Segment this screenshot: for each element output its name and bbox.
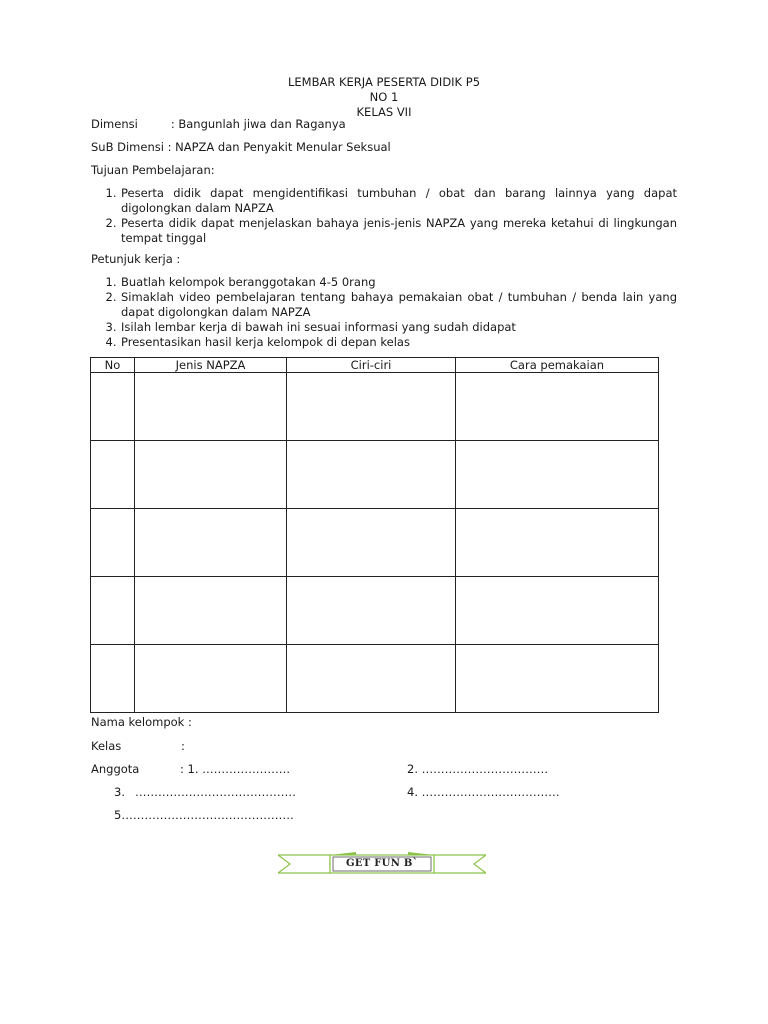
- table-cell[interactable]: [91, 509, 135, 577]
- list-item-text: Simaklah video pembelajaran tentang bahaya pemakaian obat / tumbuhan / benda lain yang dapat digolongkan dalam NAPZA: [121, 290, 677, 319]
- table-cell[interactable]: [135, 645, 287, 713]
- table-cell[interactable]: [287, 441, 456, 509]
- table-row: [91, 373, 659, 441]
- column-header-ciri-ciri: Ciri-ciri: [287, 358, 456, 373]
- anggota-4-field[interactable]: 4. ………………………………: [407, 785, 560, 799]
- anggota-label: Anggota: [91, 762, 140, 776]
- table-cell[interactable]: [91, 645, 135, 713]
- list-item: [91, 216, 677, 246]
- list-item-text: Presentasikan hasil kerja kelompok di depan kelas: [121, 335, 410, 349]
- list-item-text: Peserta didik dapat menjelaskan bahaya jenis-jenis NAPZA yang mereka ketahui di lingkungan tempat tinggal: [121, 216, 677, 245]
- list-item: [91, 186, 677, 216]
- list-item-number: 1.: [105, 275, 117, 289]
- table-cell[interactable]: [456, 645, 659, 713]
- table-row: [91, 645, 659, 713]
- tujuan-heading: Tujuan Pembelajaran:: [91, 163, 215, 177]
- list-item-number: 2.: [105, 216, 117, 230]
- petunjuk-list: [91, 275, 677, 350]
- petunjuk-heading: Petunjuk kerja :: [91, 252, 181, 266]
- table-header-row: [91, 358, 659, 373]
- table-row: [91, 509, 659, 577]
- list-item-number: 1.: [105, 186, 117, 200]
- list-item-text: Isilah lembar kerja di bawah ini sesuai informasi yang sudah didapat: [121, 320, 516, 334]
- column-header-jenis-napza: Jenis NAPZA: [135, 358, 287, 373]
- list-item: [91, 320, 677, 335]
- nama-kelompok-label: Nama kelompok :: [91, 715, 192, 729]
- column-header-cara-pemakaian: Cara pemakaian: [456, 358, 659, 373]
- table-cell[interactable]: [91, 373, 135, 441]
- table-cell[interactable]: [287, 509, 456, 577]
- table-cell[interactable]: [91, 577, 135, 645]
- list-item-number: 3.: [105, 320, 117, 334]
- list-item-text: Buatlah kelompok beranggotakan 4-5 0rang: [121, 275, 376, 289]
- anggota-5-field[interactable]: 5………………………………………: [114, 808, 294, 822]
- banner-label: GET FUN B`: [346, 858, 418, 869]
- list-item-number: 2.: [105, 290, 117, 304]
- list-item: [91, 275, 677, 290]
- dimensi-value: : Bangunlah jiwa dan Raganya: [170, 117, 346, 131]
- anggota-1-field[interactable]: : 1. …………………..: [180, 762, 290, 776]
- sub-dimensi-line: SuB Dimensi : NAPZA dan Penyakit Menular Seksual: [91, 140, 391, 154]
- anggota-3-number: 3.: [114, 785, 125, 799]
- anggota-3-field[interactable]: ……………………………………: [135, 785, 296, 799]
- napza-table: [90, 357, 659, 713]
- kelas-colon: :: [181, 739, 185, 753]
- table-cell[interactable]: [135, 577, 287, 645]
- worksheet-title: LEMBAR KERJA PESERTA DIDIK P5: [287, 75, 481, 89]
- anggota-2-field[interactable]: 2. ……………………………: [407, 762, 549, 776]
- table-cell[interactable]: [456, 577, 659, 645]
- table-cell[interactable]: [456, 441, 659, 509]
- table-cell[interactable]: [456, 509, 659, 577]
- dimensi-line: [91, 117, 346, 132]
- table-cell[interactable]: [287, 577, 456, 645]
- worksheet-number: NO 1: [369, 90, 399, 104]
- column-header-no: No: [91, 358, 135, 373]
- table-cell[interactable]: [456, 373, 659, 441]
- table-row: [91, 577, 659, 645]
- table-cell[interactable]: [91, 441, 135, 509]
- kelas-label: Kelas: [91, 739, 122, 753]
- worksheet-class: KELAS VII: [356, 105, 412, 119]
- list-item: [91, 290, 677, 320]
- list-item-number: 4.: [105, 335, 117, 349]
- list-item-text: Peserta didik dapat mengidentifikasi tumbuhan / obat dan barang lainnya yang dapat digolongkan dalam NAPZA: [121, 186, 677, 215]
- list-item: [91, 335, 677, 350]
- tujuan-list: [91, 186, 677, 246]
- table-cell[interactable]: [287, 373, 456, 441]
- get-fun-banner: [278, 852, 486, 876]
- table-cell[interactable]: [135, 373, 287, 441]
- table-cell[interactable]: [135, 441, 287, 509]
- dimensi-label: Dimensi: [91, 117, 138, 131]
- table-cell[interactable]: [135, 509, 287, 577]
- table-row: [91, 441, 659, 509]
- table-cell[interactable]: [287, 645, 456, 713]
